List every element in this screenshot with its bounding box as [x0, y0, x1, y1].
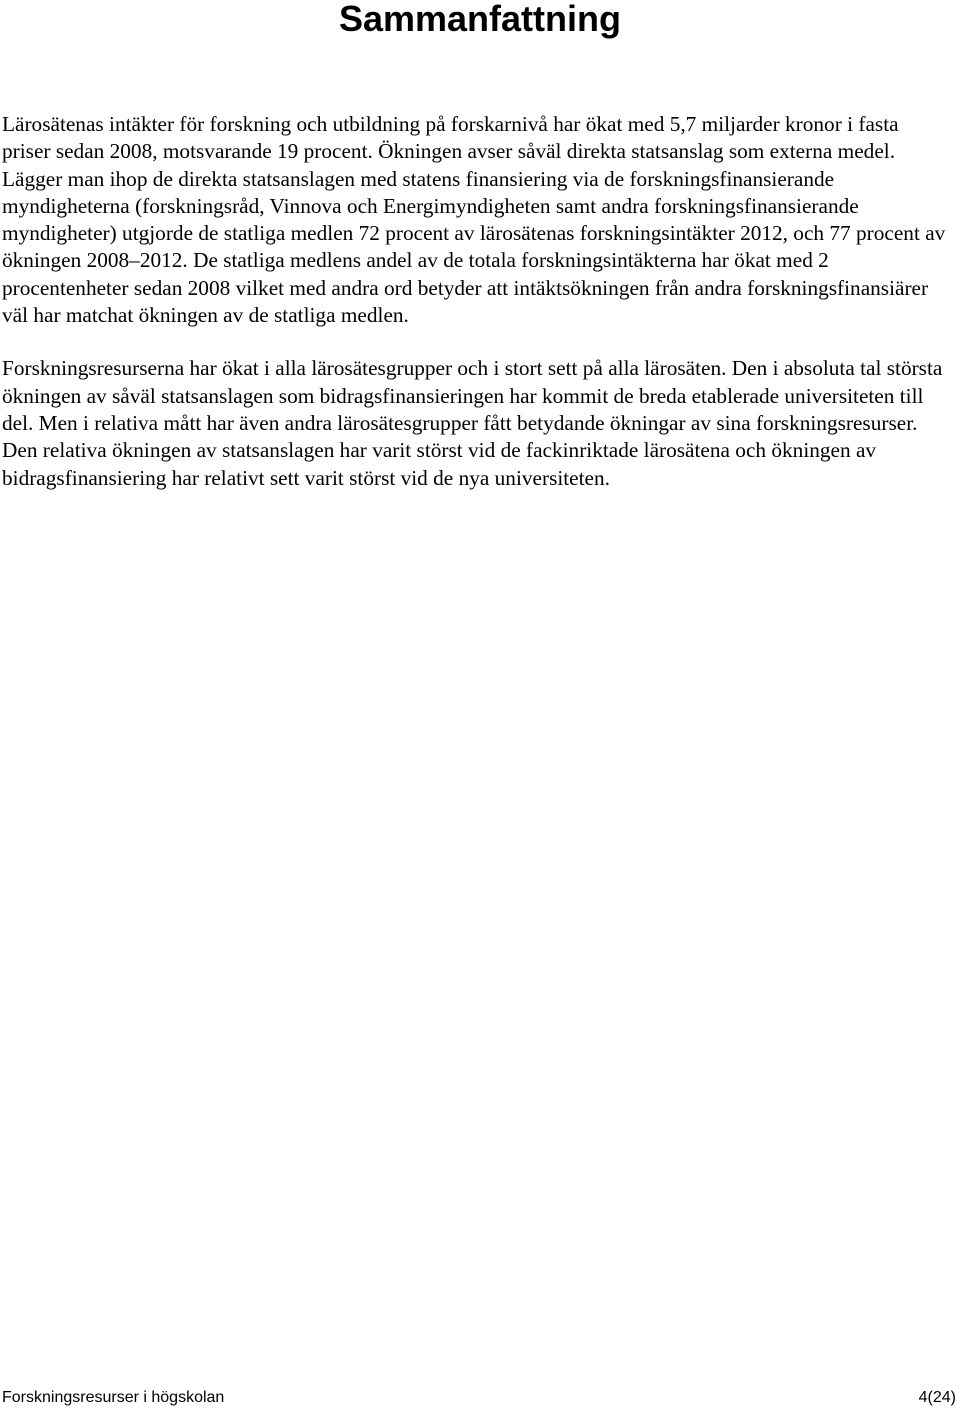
page-title: Sammanfattning: [338, 0, 622, 39]
footer-page-number: 4(24): [918, 1389, 956, 1406]
document-body: [2, 111, 950, 518]
paragraph: Forskningsresurserna har ökat i alla lärosätesgrupper och i stort sett på alla lärosäten. Den i absoluta tal största ökningen av såväl statsanslagen som bidragsfinansieringen har kommit de breda etablerade universiteten till del. Men i relativa mått har även andra lärosätesgrupper fått betydande ökningar av sina forskningsresurser. Den relativa ökningen av statsanslagen har varit störst vid de fackinriktade lärosätena och ökningen av bidragsfinansiering har relativt sett varit störst vid de nya universiteten.: [2, 356, 943, 490]
footer-report-title: Forskningsresurser i högskolan: [2, 1389, 225, 1406]
paragraph: Lärosätenas intäkter för forskning och utbildning på forskarnivå har ökat med 5,7 miljarder kronor i fasta priser sedan 2008, motsvarande 19 procent. Ökningen avser såväl direkta statsanslag som externa medel. Lägger man ihop de direkta statsanslagen med statens finansiering via de forskningsfinansierande myndigheterna (forskningsråd, Vinnova och Energimyndigheten samt andra forskningsfinansierande myndigheter) utgjorde de statliga medlen 72 procent av lärosätenas forskningsintäkter 2012, och 77 procent av ökningen 2008–2012. De statliga medlens andel av de totala forskningsintäkterna har ökat med 2 procentenheter sedan 2008 vilket med andra ord betyder att intäktsökningen från andra forskningsfinansiärer väl har matchat ökningen av de statliga medlen.: [2, 112, 946, 328]
